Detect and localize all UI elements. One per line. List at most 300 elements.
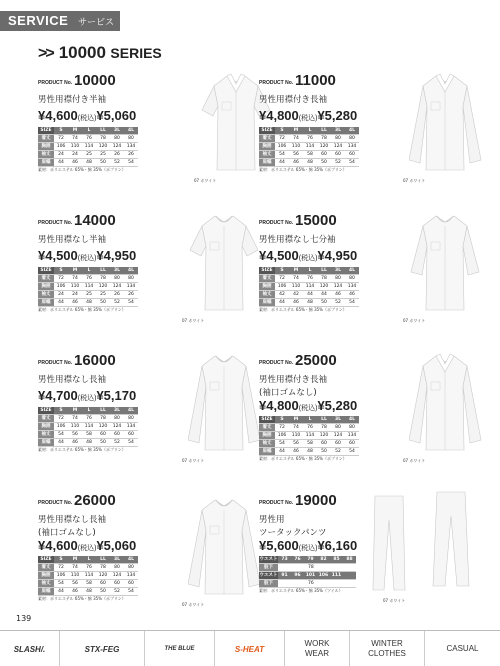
product-number: 26000 — [74, 492, 116, 509]
size-cell: 80 — [345, 424, 359, 432]
size-cell: 胸囲 — [38, 143, 54, 151]
size-cell: 106 — [54, 143, 68, 151]
size-header: S — [275, 127, 289, 135]
size-cell: 74 — [289, 424, 303, 432]
size-cell: 124 — [331, 283, 345, 291]
size-header: S — [275, 416, 289, 424]
material-note: 素材：ポリエステル 65%・綿 35%（ポプリン） — [259, 167, 347, 172]
size-header: 3L — [110, 556, 124, 564]
size-cell: 42 — [275, 291, 289, 299]
garment-shirt — [188, 496, 262, 600]
size-cell: 54 — [54, 580, 68, 588]
size-cell: 胸囲 — [259, 143, 275, 151]
size-cell: 76 — [303, 275, 317, 283]
size-cell: 106 — [54, 423, 68, 431]
size-header: SIZE — [38, 127, 54, 135]
product-price — [38, 388, 136, 403]
table-row — [38, 588, 138, 596]
product-number: 16000 — [74, 352, 116, 369]
waist-header: ウエスト — [259, 573, 278, 578]
size-cell: 52 — [110, 588, 124, 596]
product-card — [259, 70, 479, 198]
size-cell: 24 — [68, 291, 82, 299]
size-header: LL — [317, 127, 331, 135]
product-card — [259, 210, 479, 338]
product-name — [259, 374, 327, 400]
product-name — [38, 514, 106, 540]
size-cell: 54 — [124, 439, 138, 447]
size-cell: 124 — [110, 572, 124, 580]
size-cell: 88 — [343, 556, 356, 564]
size-cell: 46 — [68, 159, 82, 167]
size-header: 4L — [124, 407, 138, 415]
size-cell: 54 — [345, 159, 359, 167]
size-cell: 74 — [289, 135, 303, 143]
size-cell: 110 — [289, 143, 303, 151]
size-cell: 114 — [303, 143, 317, 151]
size-cell: 80 — [124, 135, 138, 143]
size-cell: 44 — [303, 291, 317, 299]
product-name — [38, 94, 106, 107]
price-value: ¥4,600 — [38, 538, 78, 553]
theblue-logo: THE BLUE — [164, 646, 195, 652]
size-cell: 134 — [124, 572, 138, 580]
size-header: LL — [317, 267, 331, 275]
price-value: ¥4,800 — [259, 108, 299, 123]
size-cell: 袖丈 — [259, 151, 275, 159]
price-with-tax: ¥5,170 — [96, 388, 137, 403]
size-cell: 46 — [68, 299, 82, 307]
size-header: SIZE — [38, 267, 54, 275]
tax-label: (税込) — [77, 395, 97, 402]
size-cell: 78 — [96, 564, 110, 572]
table-row — [38, 143, 138, 151]
sheat-logo: S-HEAT — [234, 644, 265, 654]
size-cell: 42 — [289, 291, 303, 299]
size-cell: 80 — [110, 564, 124, 572]
size-cell: 袖丈 — [38, 580, 54, 588]
price-with-tax: ¥5,280 — [317, 108, 358, 123]
size-cell: 52 — [331, 448, 345, 456]
footer-nav — [0, 630, 500, 666]
product-name-line: 男性用襟なし長袖 — [38, 515, 107, 525]
material-note: 素材：ポリエステル 65%・綿 35%（ポプリン） — [38, 447, 126, 452]
price-with-tax: ¥6,160 — [317, 538, 358, 553]
table-row — [38, 423, 138, 431]
size-header: SIZE — [259, 127, 275, 135]
size-cell: 胸囲 — [259, 283, 275, 291]
size-cell: 80 — [110, 135, 124, 143]
size-cell: 48 — [303, 448, 317, 456]
table-row — [38, 580, 138, 588]
size-cell: 着丈 — [38, 275, 54, 283]
size-cell: 54 — [345, 299, 359, 307]
footer-link-casual[interactable] — [425, 631, 500, 666]
product-number: 19000 — [295, 492, 337, 509]
product-price — [259, 108, 357, 123]
size-cell: 134 — [124, 143, 138, 151]
size-cell: 44 — [54, 299, 68, 307]
size-cell: 76 — [278, 580, 356, 588]
size-cell: 44 — [54, 159, 68, 167]
stxfeg-logo: STX-FEG — [84, 644, 120, 654]
footer-link-label: WINTER — [371, 639, 403, 648]
size-cell: 袖丈 — [38, 151, 54, 159]
size-cell: 58 — [82, 580, 96, 588]
size-header: 3L — [110, 267, 124, 275]
size-cell: 80 — [110, 415, 124, 423]
size-cell: 54 — [275, 440, 289, 448]
color-label: 07 ホワイト — [403, 318, 426, 323]
table-row — [259, 432, 359, 440]
footer-link-label: CLOTHES — [368, 649, 406, 658]
color-label: 07 ホワイト — [182, 318, 205, 323]
size-cell: 着丈 — [259, 424, 275, 432]
size-header: M — [68, 267, 82, 275]
size-cell: 着丈 — [38, 415, 54, 423]
size-header: LL — [96, 127, 110, 135]
size-cell: 60 — [110, 431, 124, 439]
series-number: 10000 — [58, 43, 106, 62]
table-row — [38, 431, 138, 439]
material-note: 素材：ポリエステル 65%・綿 35%（ポプリン） — [259, 456, 347, 461]
size-cell: 76 — [82, 275, 96, 283]
size-cell: 25 — [96, 291, 110, 299]
product-no-label: PRODUCT No. — [38, 80, 73, 86]
color-label: 07 ホワイト — [194, 178, 217, 183]
size-cell: 56 — [68, 431, 82, 439]
size-cell: 85 — [330, 556, 343, 564]
inseam-header: 股下 — [259, 564, 278, 572]
size-cell: 106 — [275, 432, 289, 440]
size-cell: 着丈 — [259, 135, 275, 143]
size-cell: 120 — [96, 423, 110, 431]
size-table — [38, 127, 138, 167]
table-row — [259, 424, 359, 432]
product-card — [38, 210, 258, 338]
size-cell: 着丈 — [38, 564, 54, 572]
size-cell: 袖丈 — [259, 291, 275, 299]
product-name-line: 男性用 — [259, 515, 285, 525]
garment-shirt — [409, 72, 483, 176]
size-cell: 46 — [68, 588, 82, 596]
size-cell: 52 — [110, 159, 124, 167]
size-cell: 肩幅 — [259, 448, 275, 456]
footer-link-label: WORK — [304, 639, 330, 648]
size-cell: 25 — [82, 151, 96, 159]
product-number: 11000 — [295, 72, 336, 89]
size-cell: 58 — [303, 151, 317, 159]
size-cell: 74 — [68, 275, 82, 283]
size-header: 4L — [345, 127, 359, 135]
footer-logo-sheat[interactable] — [215, 631, 285, 666]
size-cell: 54 — [124, 299, 138, 307]
size-cell: 72 — [54, 135, 68, 143]
table-row — [38, 564, 138, 572]
size-cell: 56 — [289, 151, 303, 159]
size-cell: 肩幅 — [38, 588, 54, 596]
size-cell: 46 — [331, 291, 345, 299]
size-cell: 76 — [291, 556, 304, 564]
size-cell: 72 — [54, 564, 68, 572]
footer-link-work-wear[interactable] — [285, 631, 350, 666]
product-name-line: 男性用襟なし半袖 — [38, 235, 107, 245]
price-with-tax: ¥5,060 — [96, 538, 137, 553]
size-header: M — [68, 127, 82, 135]
size-header: LL — [96, 407, 110, 415]
size-cell: 肩幅 — [259, 159, 275, 167]
size-cell: 110 — [68, 572, 82, 580]
size-cell: 91 — [278, 572, 291, 580]
size-cell: 110 — [289, 283, 303, 291]
table-row — [259, 151, 359, 159]
size-cell: 56 — [289, 440, 303, 448]
table-row — [259, 448, 359, 456]
table-row — [259, 283, 359, 291]
size-cell: 54 — [124, 159, 138, 167]
table-row — [38, 135, 138, 143]
size-cell: 72 — [275, 424, 289, 432]
size-cell: 50 — [96, 299, 110, 307]
header-title: SERVICE — [8, 13, 69, 28]
size-header: L — [303, 267, 317, 275]
size-cell: 44 — [275, 448, 289, 456]
table-row — [38, 572, 138, 580]
size-cell: 胸囲 — [38, 423, 54, 431]
size-cell: 58 — [82, 431, 96, 439]
size-header: SIZE — [259, 267, 275, 275]
size-cell: 48 — [303, 299, 317, 307]
size-cell: 25 — [82, 291, 96, 299]
tax-label: (税込) — [298, 405, 318, 412]
product-name-line: (袖口ゴムなし) — [38, 528, 96, 538]
size-cell: 74 — [68, 564, 82, 572]
size-cell: 50 — [317, 299, 331, 307]
size-cell: 60 — [317, 151, 331, 159]
product-image — [369, 490, 479, 602]
product-name — [259, 94, 327, 107]
product-image — [409, 352, 483, 460]
material-note: 素材：ポリエステル 65%・綿 35%（ポプリン） — [259, 307, 347, 312]
price-with-tax: ¥4,950 — [96, 248, 137, 263]
size-header: 3L — [110, 407, 124, 415]
size-table — [259, 267, 359, 307]
size-cell: 120 — [96, 572, 110, 580]
table-row — [38, 415, 138, 423]
size-header: LL — [317, 416, 331, 424]
size-cell: 60 — [124, 431, 138, 439]
size-cell: 24 — [54, 291, 68, 299]
size-cell: 胸囲 — [259, 432, 275, 440]
size-cell: 124 — [331, 432, 345, 440]
material-note: 素材：ポリエステル 65%・綿 35%（ポプリン） — [38, 167, 126, 172]
footer-logo-slash[interactable] — [0, 631, 60, 666]
size-cell: 着丈 — [38, 135, 54, 143]
table-row — [38, 439, 138, 447]
size-cell: 60 — [331, 151, 345, 159]
product-image — [188, 352, 262, 460]
table-row — [259, 291, 359, 299]
size-cell: 72 — [54, 415, 68, 423]
size-cell: 110 — [68, 283, 82, 291]
size-header: L — [303, 127, 317, 135]
size-table — [38, 267, 138, 307]
product-no-label: PRODUCT No. — [259, 500, 294, 506]
size-cell: 110 — [289, 432, 303, 440]
size-cell: 24 — [68, 151, 82, 159]
page-header — [0, 11, 500, 31]
size-cell: 肩幅 — [38, 299, 54, 307]
size-cell: 106 — [275, 283, 289, 291]
size-cell: 76 — [303, 424, 317, 432]
product-name-line: 男性用襟付き半袖 — [38, 95, 107, 105]
size-cell: 80 — [331, 275, 345, 283]
tax-label: (税込) — [298, 545, 318, 552]
table-row — [38, 291, 138, 299]
product-name — [259, 514, 327, 540]
size-cell: 76 — [82, 564, 96, 572]
product-price — [259, 538, 357, 553]
size-cell: 120 — [96, 143, 110, 151]
size-cell: 肩幅 — [259, 299, 275, 307]
size-cell: 胸囲 — [38, 283, 54, 291]
material-note: 素材：ポリエステル 65%・綿 35%（ポプリン） — [38, 596, 126, 601]
price-with-tax: ¥5,060 — [96, 108, 137, 123]
size-cell: 134 — [345, 143, 359, 151]
size-cell: 80 — [345, 135, 359, 143]
price-value: ¥4,800 — [259, 398, 299, 413]
size-cell: 52 — [331, 159, 345, 167]
size-cell: 106 — [275, 143, 289, 151]
size-cell: 60 — [96, 580, 110, 588]
header-subtitle: サービス — [78, 18, 115, 28]
size-cell: 60 — [124, 580, 138, 588]
size-cell: 111 — [331, 573, 342, 578]
table-row — [38, 151, 138, 159]
size-header: SIZE — [38, 556, 54, 564]
chevron-right-icon: >> — [38, 45, 53, 62]
size-cell: 72 — [54, 275, 68, 283]
size-header: S — [275, 267, 289, 275]
series-title — [38, 43, 162, 63]
size-cell: 78 — [317, 424, 331, 432]
product-number: 25000 — [295, 352, 337, 369]
size-cell: 124 — [110, 423, 124, 431]
size-cell: 114 — [82, 423, 96, 431]
size-cell: 26 — [110, 151, 124, 159]
product-number: 15000 — [295, 212, 337, 229]
size-cell: 134 — [345, 432, 359, 440]
product-name-line: ツータックパンツ — [259, 528, 327, 538]
product-name-line: 男性用襟なし七分袖 — [259, 235, 336, 245]
size-cell: 58 — [303, 440, 317, 448]
table-row — [38, 159, 138, 167]
size-table — [259, 416, 359, 456]
product-price — [38, 538, 136, 553]
size-cell: 54 — [124, 588, 138, 596]
size-cell: 120 — [317, 143, 331, 151]
page-number: 139 — [16, 614, 32, 623]
size-header: 4L — [345, 416, 359, 424]
price-with-tax: ¥5,280 — [317, 398, 358, 413]
size-header: 4L — [124, 556, 138, 564]
size-cell: 袖丈 — [38, 431, 54, 439]
size-cell: 44 — [275, 159, 289, 167]
size-cell: 80 — [110, 275, 124, 283]
price-value: ¥4,500 — [38, 248, 78, 263]
size-cell: 46 — [289, 448, 303, 456]
size-cell: 80 — [331, 424, 345, 432]
size-cell: 48 — [82, 588, 96, 596]
size-cell: 134 — [124, 283, 138, 291]
size-cell: 74 — [289, 275, 303, 283]
size-header: L — [82, 407, 96, 415]
size-cell: 54 — [275, 151, 289, 159]
footer-logo-theblue[interactable] — [145, 631, 215, 666]
size-header: L — [82, 267, 96, 275]
size-cell: 106 — [318, 573, 329, 578]
price-with-tax: ¥4,950 — [317, 248, 358, 263]
price-value: ¥4,700 — [38, 388, 78, 403]
size-cell: 44 — [317, 291, 331, 299]
series-word: SERIES — [110, 45, 162, 61]
product-number: 14000 — [74, 212, 116, 229]
tax-label: (税込) — [77, 115, 97, 122]
size-cell: 78 — [96, 275, 110, 283]
size-header: L — [303, 416, 317, 424]
size-cell: 110 — [68, 423, 82, 431]
size-cell: 106 — [54, 572, 68, 580]
table-row — [38, 283, 138, 291]
footer-link-winter-clothes[interactable] — [350, 631, 425, 666]
table-row — [38, 299, 138, 307]
size-cell: 25 — [96, 151, 110, 159]
size-cell: 74 — [68, 135, 82, 143]
product-name — [38, 374, 106, 387]
size-cell: 76 — [82, 415, 96, 423]
size-cell: 80 — [345, 275, 359, 283]
product-price — [38, 248, 136, 263]
size-cell: 124 — [331, 143, 345, 151]
size-header: M — [289, 267, 303, 275]
size-header: LL — [96, 267, 110, 275]
size-cell: 52 — [331, 299, 345, 307]
size-header: 4L — [124, 267, 138, 275]
size-cell: 78 — [317, 135, 331, 143]
color-label: 07 ホワイト — [182, 458, 205, 463]
size-cell: 48 — [82, 299, 96, 307]
price-value: ¥4,600 — [38, 108, 78, 123]
size-cell: 114 — [82, 283, 96, 291]
size-cell: 袖丈 — [38, 291, 54, 299]
size-cell: 50 — [317, 159, 331, 167]
footer-link-label: WEAR — [304, 649, 329, 658]
size-header: S — [54, 407, 68, 415]
size-header: L — [82, 556, 96, 564]
footer-logo-stxfeg[interactable] — [60, 631, 145, 666]
size-cell: 78 — [96, 135, 110, 143]
size-table — [259, 127, 359, 167]
size-header: 3L — [331, 267, 345, 275]
inseam-header: 股下 — [259, 580, 278, 588]
color-label: 07 ホワイト — [403, 178, 426, 183]
size-cell: 96 — [291, 572, 304, 580]
size-cell: 80 — [124, 415, 138, 423]
product-card — [38, 490, 258, 618]
size-header: 3L — [110, 127, 124, 135]
size-cell: 肩幅 — [38, 159, 54, 167]
material-note: 素材：ポリエステル 65%・綿 35%（ポプリン） — [38, 307, 126, 312]
